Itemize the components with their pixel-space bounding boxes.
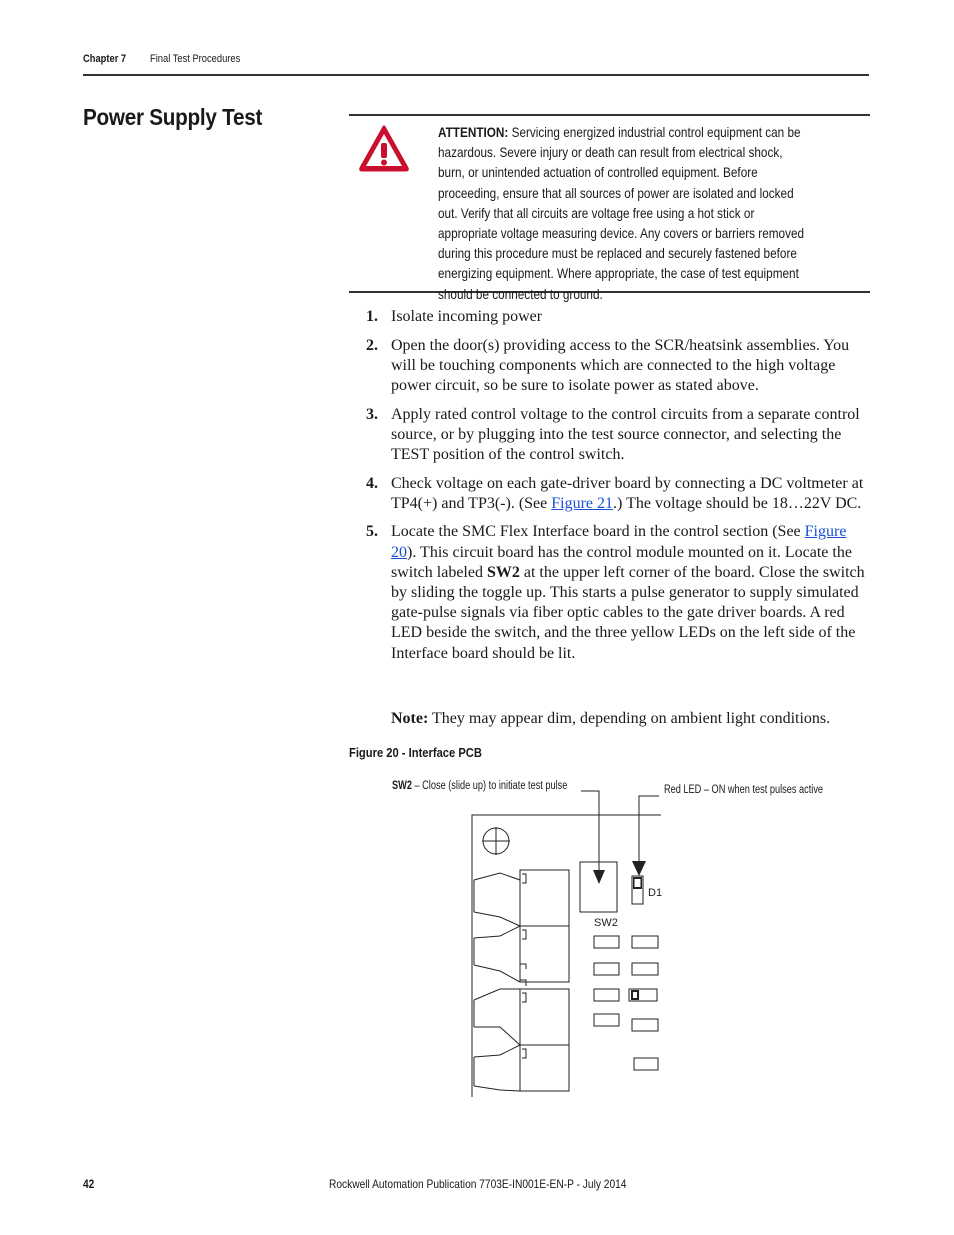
connector-2 <box>520 926 569 982</box>
step-text-middle: ). This circuit board has the control module mounted on it. Locate the switch labeled <box>391 543 852 581</box>
step-number: 4. <box>366 474 378 492</box>
note-text: They may appear dim, depending on ambient light conditions. <box>428 710 831 727</box>
step-number: 5. <box>366 523 378 541</box>
d1-led <box>632 876 643 904</box>
step-number: 3. <box>366 405 378 423</box>
step-5 <box>349 522 874 663</box>
connector-4 <box>520 1045 569 1091</box>
chapter-label: Chapter 7 <box>83 53 127 65</box>
d1-board-label: D1 <box>648 887 663 899</box>
attention-label: ATTENTION: <box>438 124 509 140</box>
attention-body: Servicing energized industrial control equipment can be hazardous. Severe injury or death can result from electrical shock, burn, or unintended actuation of controlled equipment. Before proceeding, ensure that all sources of power are isolated and locked out. Verify that all circuits are voltage free using a hot stick or appropriate voltage measuring device. Any covers or barriers removed during this procedure must be replaced and securely fastened before energizing equipment. Where appropriate, the case of test equipment should be connected to ground. <box>438 124 805 302</box>
sw2-callout-label: SW2 <box>392 780 412 792</box>
figure-20-link[interactable]: Figure 20 <box>391 523 847 561</box>
led-callout: Red LED – ON when test pulses active <box>664 784 824 796</box>
sw2-switch <box>580 862 617 912</box>
step-text-end: .) The voltage should be 18…22V DC. <box>613 494 862 512</box>
figure-caption: Figure 20 - Interface PCB <box>349 745 482 760</box>
connector-1 <box>520 870 569 926</box>
step-3 <box>349 405 874 466</box>
step-2 <box>349 336 874 397</box>
header-rule <box>83 74 869 76</box>
step-text: Open the door(s) providing access to the SCR/heatsink assemblies. You will be touching components which are connected to the high voltage power circuit, so be sure to isolate power as stated above. <box>391 336 850 394</box>
step-number: 1. <box>366 308 378 325</box>
publication-info: Rockwell Automation Publication 7703E-IN001E-EN-P - July 2014 <box>329 1177 627 1191</box>
step-number: 2. <box>366 336 378 354</box>
attention-text <box>438 122 808 304</box>
sw2-label: SW2 <box>486 563 520 581</box>
led-leader-line <box>639 796 659 866</box>
procedure-steps <box>349 307 874 672</box>
step-text-end: at the upper left corner of the board. Close the switch by sliding the toggle up. This starts a pulse generator to supply simulated gate-pulse signals via fiber optic cables to the gate driver boards. A red LED beside the switch, and the three yellow LEDs on the left side of the Interface board should be lit. <box>391 563 865 662</box>
note <box>391 709 871 729</box>
sw2-board-label: SW2 <box>594 917 618 929</box>
step-text-start: Locate the SMC Flex Interface board in the control section (See <box>391 523 805 541</box>
step-1 <box>349 307 874 327</box>
chapter-title: Final Test Procedures <box>150 53 241 65</box>
connector-3 <box>520 989 569 1045</box>
sw2-leader-line <box>581 791 599 872</box>
mounting-hole <box>483 828 509 854</box>
step-text: Apply rated control voltage to the control circuits from a separate control source, or by plugging into the test source connector, and selecting the TEST position of the control switch. <box>391 405 860 463</box>
figure-21-link[interactable]: Figure 21 <box>551 494 614 512</box>
sw2-arrow-icon <box>593 870 605 884</box>
sw2-callout <box>392 780 567 792</box>
note-label: Note: <box>391 710 429 727</box>
board-outline <box>472 815 661 1097</box>
led-arrow-icon <box>632 861 646 876</box>
section-title: Power Supply Test <box>83 104 263 130</box>
page-number: 42 <box>83 1177 95 1191</box>
step-text: Isolate incoming power <box>391 308 543 325</box>
step-4 <box>349 474 874 514</box>
sw2-callout-text: – Close (slide up) to initiate test pulse <box>411 780 568 792</box>
warning-triangle-icon <box>358 124 410 172</box>
attention-box <box>349 114 870 302</box>
step-text-start: Check voltage on each gate-driver board by connecting a DC voltmeter at TP4(+) and TP3(-). (See <box>391 474 864 512</box>
